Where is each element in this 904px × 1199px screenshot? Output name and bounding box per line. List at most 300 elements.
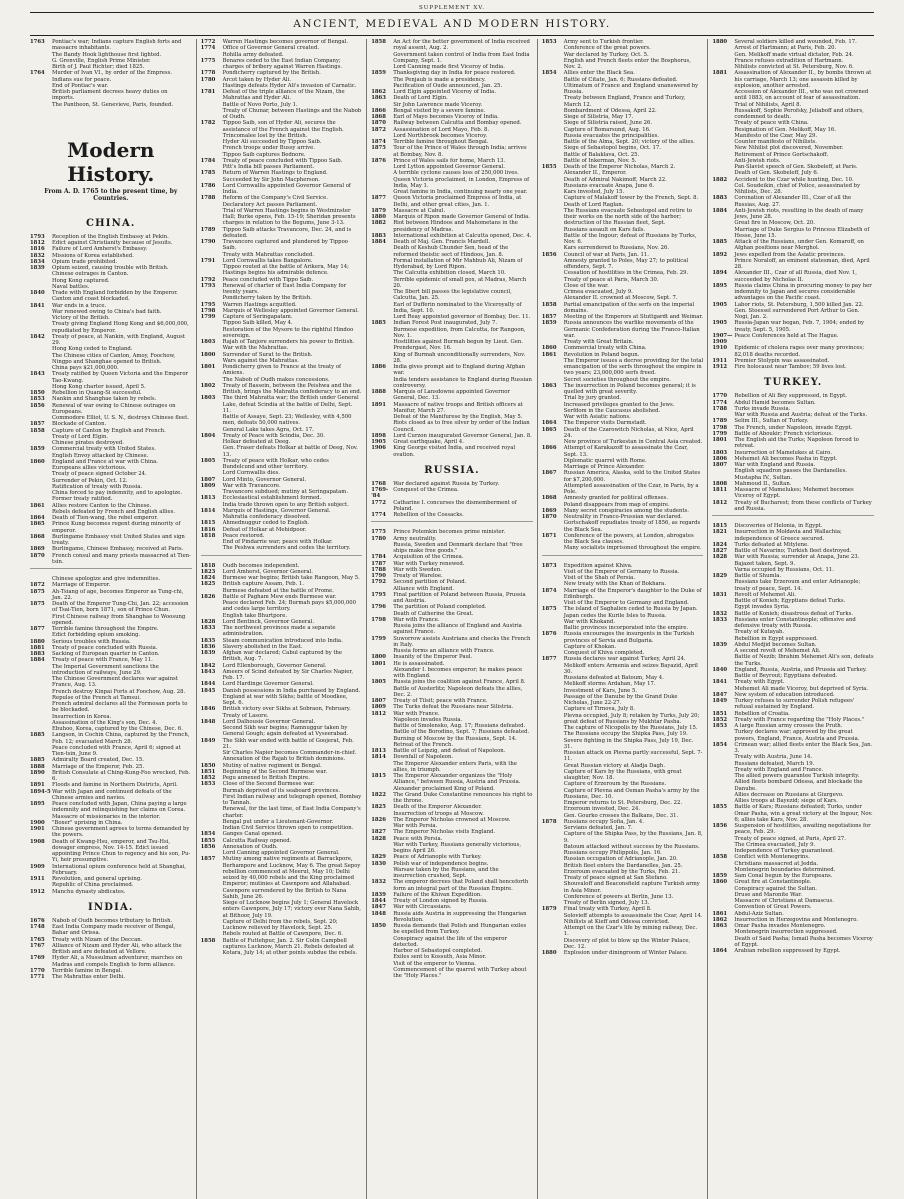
entry-year: 1851: [712, 710, 728, 717]
history-entry: [712, 500, 874, 513]
entry-text: Epidemic of cholera rages over many provinces; 82,018 deaths recorded.: [734, 345, 865, 358]
history-entry: [30, 789, 192, 802]
entry-text: The Peshwa surrenders and cedes the territory.: [222, 545, 351, 552]
entry-text: General Lake takes Agra, Oct. 17.: [222, 426, 314, 433]
entry-year: 1825: [371, 804, 386, 811]
history-entry: [201, 725, 363, 738]
entry-text: Turks defeated at Mitylene.: [734, 541, 809, 548]
entry-text: Peace concluded with France, April 6; signed at Tien-tsin, June 9.: [52, 744, 181, 757]
entry-text: Earl of Dufferin nominated to the Viceroyalty of India, Sept. 10.: [393, 301, 522, 314]
entry-text: Lord Bentinck, Governor General.: [222, 618, 314, 625]
entry-year: [30, 701, 52, 714]
entry-year: 1869: [541, 507, 557, 514]
entry-text: Return of Warren Hastings to England.: [222, 170, 328, 177]
entry-text: The Imperial Government sanctions the introduction of railways, June 29.: [52, 663, 159, 676]
entry-year: 1881: [30, 644, 45, 651]
entry-text: Chinese outrages in Canton.: [52, 271, 129, 278]
entry-year: [371, 686, 393, 699]
entry-text: Capture of Tirnova, July 8.: [563, 706, 635, 713]
entry-text: Battle of Konieh; Egyptians defeat Turks.: [734, 598, 846, 604]
entry-text: Montenegrin boundaries determined.: [734, 866, 836, 873]
entry-year: 1865: [30, 521, 45, 528]
history-entry: [30, 864, 192, 877]
entry-text: Peace of Adrianople with Turkey.: [393, 854, 482, 861]
entry-text: Battle of Smolensko, Aug. 17; Russians defeated.: [393, 723, 526, 729]
entry-text: British parliament decrees heavy duties on imports.: [52, 89, 168, 102]
entry-text: Trial of Warren Hastings begins in Westminster Hall; Burke opens, Feb. 15-19; Sheridan presents charges in relation to the Begums, June 3-13.: [222, 207, 356, 227]
history-entry: [712, 948, 874, 954]
entry-text: Treaty between England, France and Turkey, March 12.: [563, 95, 686, 108]
history-entry: [201, 794, 363, 807]
entry-text: Rebellion of Ali Bey suppressed, in Egypt.: [734, 393, 847, 400]
entry-text: Bengal visited by a severe famine.: [393, 107, 486, 114]
entry-text: Rebellion of Croatia.: [734, 710, 790, 717]
entry-text: Alexander proclaimed King of Poland.: [393, 785, 495, 792]
entry-year: 1832: [712, 610, 728, 617]
history-entry: [712, 823, 874, 836]
entry-text: A terrible cyclone causes loss of 250,000 lives.: [393, 170, 519, 177]
entry-text: Treaty of Lasore.: [222, 712, 269, 719]
entry-text: Ameers of Scind defeated by Sir Charles Napier, Feb. 17.: [222, 668, 354, 681]
entry-year: 1798: [371, 616, 386, 623]
entry-text: Accession of Alexander III., who was not crowned until 1883, on account of fear of assassination.: [734, 89, 869, 102]
entry-year: 1872: [30, 582, 45, 589]
entry-year: [542, 788, 564, 801]
entry-text: Mutiny of native regiment in Bengal.: [222, 762, 322, 769]
history-entry: [712, 320, 874, 333]
entry-text: Indian Civil Service thrown open to competition.: [222, 825, 354, 831]
entry-text: War with Travancore.: [222, 482, 281, 489]
history-entry: [30, 589, 192, 602]
entry-year: 1816: [30, 246, 45, 253]
entry-text: Siege of Silistria raised, June 26.: [563, 120, 653, 127]
entry-year: 1844: [371, 898, 386, 904]
entry-text: Baltic provinces incorporated into the empire.: [563, 625, 689, 631]
entry-text: Army sent to Turkish frontier.: [563, 39, 644, 45]
entry-text: Hastings defeats Hyder Ali's invasion of Carnatic.: [222, 82, 357, 89]
entry-text: Trincomalee lost by the British.: [222, 132, 308, 139]
entry-text: Treaty of Chunar, between Hastings and the Nabob of Oudh.: [222, 107, 362, 120]
entry-year: 1829: [712, 573, 728, 579]
history-entry: [30, 321, 192, 334]
entry-year: 1801: [200, 364, 216, 370]
entry-year: 1792: [200, 276, 216, 283]
entry-text: Treaty of peace with France, May 11.: [52, 657, 153, 664]
entry-year: [542, 769, 564, 782]
entry-year: [371, 258, 393, 271]
entry-text: Treaty of Wareloe.: [393, 573, 443, 579]
entry-text: Plevna occupied, July 8; retaken by Turks, July 20; great defeat of Russians by Mukhtar Pasha.: [563, 712, 700, 725]
entry-year: [542, 925, 564, 938]
history-entry: [542, 208, 704, 227]
entry-text: Assassination of the King's son, Dec. 4.: [52, 719, 158, 726]
entry-text: Terrible epidemic of small pox, at Madras, March 20.: [393, 276, 527, 289]
entry-year: 1898: [371, 432, 386, 439]
entry-year: [30, 745, 52, 758]
text-column-4: [537, 39, 708, 1199]
entry-text: Assassination of Lord Mayo, Feb. 8.: [393, 126, 490, 133]
entry-year: 1847: [712, 691, 728, 698]
entry-text: Indian Forest Post inaugurated, July 7.: [393, 320, 498, 327]
entry-text: Russia forms an alliance with France.: [393, 648, 495, 654]
entry-text: Christians massacred at Jedda.: [734, 860, 818, 867]
entry-text: Burmese war begins; British take Rangoon, May 5.: [222, 575, 360, 581]
entry-text: Treaty with Nizam of the Deccan.: [52, 936, 143, 943]
entry-year: 1850: [200, 762, 216, 769]
entry-text: Peace restored.: [222, 532, 265, 539]
entry-year: [712, 258, 734, 271]
entry-year: 1911: [30, 876, 45, 882]
history-entry: [201, 919, 363, 932]
entry-text: Druse and Maronite War.: [734, 891, 802, 898]
entry-text: Assassination of Alexander II., by bombs thrown at his carriage, March 13; one assassin killed by explosion, another arrested.: [734, 70, 872, 89]
entry-text: War renewed owing to China's bad faith.: [52, 308, 162, 315]
entry-year: 1871: [541, 532, 557, 539]
page-title: ANCIENT, MEDIEVAL AND MODERN HISTORY.: [293, 18, 611, 30]
entry-year: 1834: [30, 258, 45, 265]
entry-year: 1868: [541, 495, 557, 502]
history-entry: [712, 208, 874, 221]
entry-text: Admiralty Board created, Dec. 15.: [52, 757, 144, 764]
entry-year: 1822: [371, 791, 386, 798]
history-entry: [30, 403, 192, 416]
entry-text: Russia announces the warlike movements of the Germanic Confederation during the Franco-Italian war.: [563, 320, 700, 339]
entry-text: Independence of Turkey guaranteed.: [734, 848, 834, 854]
entry-year: [542, 881, 564, 894]
entry-text: Battle of Navarino; Turkish fleet destroyed.: [734, 548, 852, 554]
entry-text: Steam communication introduced into India.: [222, 637, 343, 644]
entry-text: The Emperor Alexander organizes the "Holy Alliance," between Russia, Austria and Prussia.: [393, 773, 521, 786]
entry-year: 1832: [371, 879, 386, 886]
entry-text: Insurrection in Moldavia and Wallachia; independence of Greece secured.: [734, 529, 842, 542]
history-entry: [712, 183, 874, 196]
entry-year: 1849: [200, 737, 216, 744]
history-entry: [30, 701, 192, 714]
entry-text: New treaty with the Khan of Bokhara.: [563, 581, 667, 588]
entry-text: Commodore Elliot, U. S. N., destroys Chinese fleet.: [52, 415, 189, 421]
entry-text: Lord Amherst, Governor General.: [222, 568, 313, 575]
entry-year: 1870: [541, 514, 557, 520]
history-entry: [542, 83, 704, 96]
entry-text: War with Khokand.: [563, 618, 616, 625]
entry-year: 1780: [200, 76, 216, 83]
history-entry: [30, 974, 192, 980]
entry-text: Death of Keshub Chunder Sen, head of the reformed theistic sect of Hindoos, Jan. 8.: [393, 245, 509, 258]
entry-year: 1824: [200, 575, 216, 581]
entry-text: Tippoo Saib attacks Travancore, Dec. 24, and is defeated.: [222, 226, 352, 239]
entry-text: Harbor of Sebastopol completed.: [393, 948, 483, 954]
entry-text: Treaty with France regarding the "Holy Places.": [734, 716, 865, 723]
entry-text: Alexander I. becomes emperor; he makes peace with England.: [393, 666, 523, 679]
entry-text: Edict against Christianity because of Jesuits.: [52, 240, 173, 246]
entry-text: International exhibition at Calcutta opened, Dec. 4.: [393, 232, 532, 239]
entry-year: 1891: [371, 401, 386, 408]
history-entry: [201, 900, 363, 919]
entry-text: Battle of Citate, Jan. 6; Russians defeated.: [563, 76, 678, 83]
entry-text: The Pantheon, St. Genevieve, Paris, founded.: [52, 101, 174, 108]
entry-text: Holkar defeated at Deeg.: [222, 439, 291, 445]
history-entry: [201, 227, 363, 240]
entry-text: Queen Victoria proclaimed, in London, Empress of India, May 1.: [393, 176, 530, 189]
entry-text: New province of Turkestan in Central Asia created.: [563, 439, 703, 445]
history-entry: [201, 264, 363, 277]
entry-text: A second revolt of Mehemet Ali.: [734, 648, 821, 654]
history-entry: [371, 52, 533, 65]
entry-text: War with Asiatic nations.: [563, 414, 631, 420]
entry-text: Naval battles.: [52, 283, 90, 290]
entry-text: Burning of Moscow by the Russians, Sept. 14.: [393, 735, 517, 742]
history-entry: [371, 867, 533, 880]
entry-text: Insurrection in Korea.: [52, 713, 112, 720]
entry-year: 1858: [541, 301, 557, 308]
entry-year: 1803: [200, 395, 216, 402]
entry-year: [712, 227, 734, 240]
entry-text: Neutrality in Franco-Prussian war declared.: [563, 514, 683, 520]
entry-year: 1813: [200, 495, 216, 502]
entry-text: War with Circassians.: [393, 904, 452, 911]
entry-text: Treaty of Berlin signed, July 13.: [563, 900, 650, 906]
entry-text: End of Pontiac's war.: [52, 82, 109, 89]
entry-year: 1788: [371, 566, 386, 573]
entry-text: Thanksgiving day in India for peace restored.: [393, 70, 516, 77]
history-entry: [371, 879, 533, 892]
entry-text: Tour of the Prince of Wales through India; arrives at Bombay, Nov. 8.: [393, 145, 527, 158]
history-entry: [712, 804, 874, 823]
entry-text: The English aid the Turks; Napoleon forced to retreat.: [734, 437, 859, 450]
history-entry: [542, 533, 704, 546]
entry-year: 1829: [371, 854, 386, 861]
entry-year: 1790: [200, 239, 216, 245]
entry-text: Revolution, and general uprising.: [52, 876, 142, 882]
entry-text: France refuses extradition of Hartmann.: [734, 57, 844, 64]
section-heading: TURKEY.: [763, 377, 823, 389]
entry-text: Reform of the Company's Civil Service.: [222, 195, 328, 202]
history-entry: [712, 239, 874, 252]
entry-year: [371, 352, 393, 365]
entry-year: 1906: [371, 445, 386, 452]
entry-text: Arcot taken by Hyder Ali.: [222, 76, 291, 83]
entry-text: Russians assault on Kars fails.: [563, 226, 646, 233]
entry-text: Counter manifesto of Nihilists.: [734, 139, 817, 145]
entry-text: Lord Reay appointed governor of Bombay, Dec. 11.: [393, 314, 531, 320]
entry-text: Prince Noraloff, an eminent statesman, died, April 28.: [734, 257, 870, 270]
entry-text: The partition of Poland completed.: [393, 604, 487, 611]
history-entry: [542, 383, 704, 396]
entry-text: Capture of Kars by the Russians, with great slaughter, Nov. 18.: [563, 768, 682, 781]
entry-text: Abdul Medjid becomes Sultan.: [734, 641, 817, 648]
entry-text: Capture of Malakoff tower by the French, Sept. 8.: [563, 195, 699, 202]
entry-text: Riots closed as to free silver by order of the Indian Council.: [393, 420, 530, 433]
entry-year: 1874: [371, 139, 386, 145]
entry-text: Peace with Persia.: [393, 835, 443, 842]
history-entry: [201, 58, 363, 71]
entry-year: 1879: [371, 207, 386, 214]
entry-text: The Turks defeat the Russians near Silistria.: [393, 704, 514, 711]
entry-year: 1842: [200, 662, 216, 669]
entry-text: Accident to the Czar while hunting, Dec. 10.: [734, 176, 854, 183]
entry-text: First Indian railway and telegraph opened, Bombay to Tannah.: [222, 793, 362, 806]
entry-text: Lord Ellenborough, Governor General.: [222, 662, 327, 669]
entry-text: Manchu dynasty abdicates.: [52, 888, 126, 895]
entry-year: 1856: [200, 843, 216, 850]
history-entry: [30, 334, 192, 347]
entry-text: Attempted assassination of the Czar, in Paris, by a Pole.: [563, 482, 699, 495]
entry-text: Siege of Silistria, May 17.: [563, 114, 634, 120]
history-entry: [201, 545, 363, 551]
entry-year: [542, 483, 564, 496]
entry-text: Exiles sent to Kossuth, Asia Minor.: [393, 954, 487, 961]
entry-year: 1784: [371, 554, 386, 561]
history-entry: [542, 738, 704, 751]
entry-text: Pontiac's war; Indians capture English forts and massacre inhabitants.: [52, 39, 182, 52]
entry-text: Hyder Ali succeeded by Tippoo Saib.: [222, 139, 322, 145]
entry-text: Conspiracy against the Sultan.: [734, 885, 817, 892]
entry-text: Death of Lord Elgin.: [393, 95, 448, 102]
entry-text: Terrible famine throughout Bengal.: [393, 139, 489, 145]
entry-year: [712, 108, 734, 121]
entry-year: 1875: [371, 145, 386, 152]
entry-text: Battle of the Alma, Sept. 20; victory of the allies.: [563, 139, 695, 145]
history-entry: [201, 888, 363, 901]
entry-year: 1912: [712, 364, 728, 370]
entry-text: Annexation of the Rajah to British dominions.: [222, 756, 346, 763]
entry-year: [30, 353, 52, 366]
entry-year: [371, 842, 393, 855]
entry-text: Treaty with Great Britain.: [563, 339, 634, 345]
entry-year: 1870: [371, 120, 386, 127]
history-entry: [30, 955, 192, 968]
entry-text: Anti-Jewish riots.: [734, 157, 781, 164]
entry-year: 1881: [712, 70, 728, 77]
entry-year: 1892: [712, 251, 728, 258]
entry-year: 1891: [30, 782, 45, 789]
entry-text: War with France.: [393, 616, 440, 623]
entry-text: Death of the Emperor Alexander.: [393, 804, 482, 811]
entry-text: Peace concluded with Japan, China paying a large indemnity and relinquishing her claims on Corea.: [52, 801, 187, 814]
entry-text: The capture of Nicopolis by the Russians, July 15.: [563, 725, 698, 731]
entry-year: 1866: [541, 445, 557, 452]
entry-year: [542, 831, 564, 844]
entry-year: 1799: [712, 430, 728, 437]
entry-text: Close of the Second Burmese war.: [222, 781, 315, 788]
entry-text: Lord Lytton appointed Governor General.: [393, 164, 505, 170]
entry-year: 1901: [30, 826, 45, 832]
entry-text: Rajah of Tanjore surrenders his power to British.: [222, 339, 355, 345]
history-entry: [371, 686, 533, 699]
entry-year: 1876: [371, 157, 386, 164]
entry-text: Commercial treaty with China.: [563, 345, 647, 352]
entry-year: [542, 358, 564, 377]
entry-text: War with Japan and continued defeats of the Chinese armies and navies.: [52, 788, 172, 801]
entry-year: 1784: [200, 157, 216, 164]
entry-text: Capture of Erzeroum by the Russians.: [563, 781, 667, 788]
entry-text: Great Russian victory at Aladja Dagh.: [563, 762, 666, 769]
history-entry: [371, 923, 533, 936]
entry-text: Battle of Inkerman, Nov. 5.: [563, 157, 637, 164]
entry-text: Hong Kong charter issued, April 5.: [52, 383, 146, 390]
entry-year: 1864: [712, 948, 728, 954]
entry-text: Servians defeated, Jan. 7.: [563, 825, 633, 831]
entry-year: 1842: [30, 333, 45, 340]
entry-text: Great famine in India, continuing nearly one year.: [393, 189, 528, 195]
entry-year: [542, 258, 564, 271]
entry-year: 1864: [30, 515, 45, 521]
entry-year: 1895: [30, 801, 45, 807]
history-entry: [712, 345, 874, 358]
history-entry: [201, 458, 363, 471]
entry-text: England, Russia, Austria, and Prussia aid Turkey.: [734, 666, 867, 673]
entry-year: 1816: [200, 526, 216, 533]
entry-year: 1782: [200, 120, 216, 127]
entry-text: Jews expelled from the Asiatic provinces.: [734, 251, 846, 258]
entry-text: Final partition of Poland between Russia, Prussia and Austria.: [393, 591, 526, 604]
history-entry: [542, 694, 704, 707]
history-entry: [371, 402, 533, 415]
entry-year: 1789: [712, 418, 728, 425]
entry-year: 1885: [712, 239, 728, 245]
entry-year: 1852: [200, 775, 216, 781]
entry-year: [201, 806, 223, 819]
entry-text: Retirement of Prince Gortschakoff.: [734, 151, 829, 158]
entry-text: Rebellion in Egypt suppressed.: [734, 635, 818, 642]
entry-year: [371, 339, 393, 352]
entry-year: 1676: [30, 917, 45, 924]
entry-year: [201, 445, 223, 458]
entry-year: 1877: [371, 195, 386, 202]
entry-text: Ah-Tsiang of age, becomes Emperor as Tung-chi, Jan. 22.: [52, 588, 184, 601]
entry-year: [30, 321, 52, 334]
entry-year: 1884: [30, 657, 45, 664]
history-entry: [542, 950, 704, 956]
entry-year: 1852: [712, 716, 728, 723]
entry-year: 1885: [30, 757, 45, 764]
entry-text: Russia claims China in procuring money to pay her indemnity to Japan and secures considerable advantages on the Pacific coast.: [734, 282, 872, 302]
entry-text: Gen. Fraser defeats Holkar at battle of Deeg, Nov. 13.: [222, 445, 358, 458]
entry-year: 1833: [712, 616, 728, 623]
entry-text: G. Grenville, English Prime Minister.: [52, 57, 151, 64]
entry-text: The Bandy Hook lighthouse first lighted.: [52, 51, 162, 58]
entry-year: 1860: [712, 879, 728, 886]
entry-text: Marriage of the Emperor's daughter to the Duke of Edinburgh.: [563, 587, 702, 600]
entry-text: Mutiny among native regiments at Barrackpore, Berhampore and Lucknow, May 6. The great Sepoy rebellion commenced at Meerut, May 10; Delhi seized by 40,000 rebels and the King proclaimed Emperor; mutinies at Cawnpore and Allahabad.: [222, 856, 361, 888]
entry-text: Earl of Mayo becomes Viceroy of India.: [393, 114, 499, 120]
page-fold-line: [712, 515, 874, 520]
entry-text: Treaty with England and France.: [734, 766, 824, 773]
entry-year: 1799: [371, 635, 386, 642]
entry-year: [201, 794, 223, 807]
entry-text: Treaty of Kutayah.: [734, 629, 785, 636]
entry-text: Pan-Slavist speech of Gen. Skobeleff, at Paris.: [734, 164, 858, 170]
entry-text: Second Sikh war begins; Ramnuggur taken by General Gough; again defeated at Vyseerabad.: [222, 725, 349, 738]
entry-text: Selim III., Sultan of Turkey.: [734, 418, 809, 425]
entry-year: 1765: [30, 936, 45, 943]
entry-year: 1795: [200, 301, 216, 308]
entry-year: 1839: [371, 891, 386, 898]
entry-text: Capture of Seringapatam.: [222, 314, 293, 320]
entry-text: Burmese defeated at the battle of Prome.: [222, 587, 334, 594]
entry-text: Restoration of the Mysore to the rightful Hindoo sovereign.: [222, 326, 354, 339]
history-entry: [371, 936, 533, 949]
entry-year: 1812: [712, 499, 728, 506]
entry-text: English squadron passes the Dardanelles.: [734, 468, 847, 475]
entry-year: [712, 654, 734, 667]
entry-year: 1844: [200, 681, 216, 688]
entry-year: 1781: [200, 89, 216, 95]
history-entry: [712, 729, 874, 742]
entry-text: Council of war at Paris, Jan. 11.: [563, 251, 649, 258]
entry-text: Turks invade Russia.: [734, 405, 791, 412]
entry-text: Mustapha IV., Sultan.: [734, 474, 793, 481]
